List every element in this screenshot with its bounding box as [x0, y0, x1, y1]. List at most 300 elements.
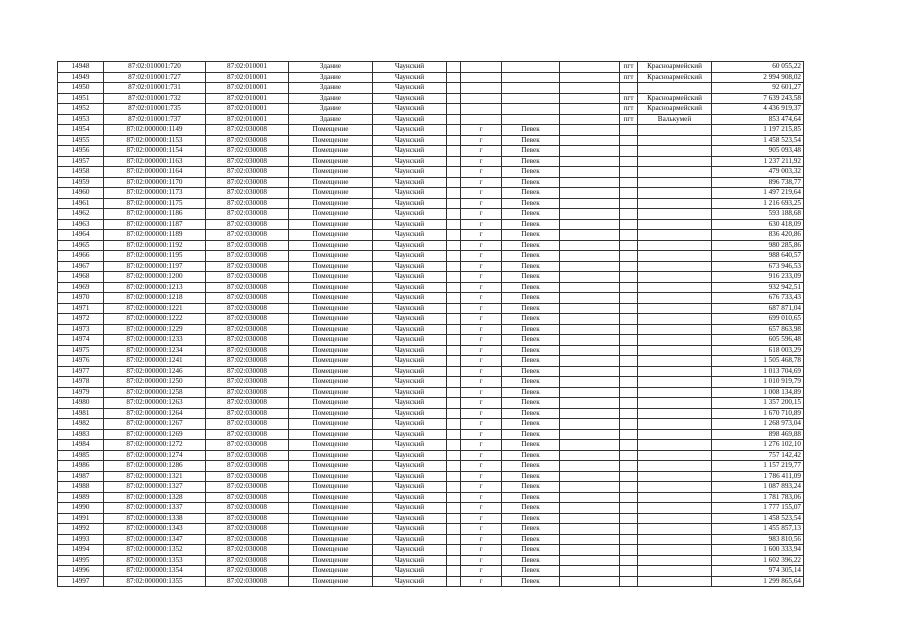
cadastral-block: 87:02:030008 — [206, 335, 289, 346]
settlement-name — [502, 104, 560, 115]
cadastral-value: 1 087 893,24 — [712, 482, 804, 493]
cadastral-block: 87:02:030008 — [206, 146, 289, 157]
empty-cell — [560, 125, 620, 136]
district: Чаунский — [373, 177, 447, 188]
empty-cell — [447, 335, 461, 346]
empty-cell — [560, 450, 620, 461]
row-number: 14982 — [58, 419, 104, 430]
table-row — [58, 345, 804, 356]
settlement-type — [461, 62, 502, 73]
cadastral-value: 1 777 155,07 — [712, 503, 804, 514]
cadastral-value: 898 469,88 — [712, 429, 804, 440]
locality-type — [620, 524, 638, 535]
row-number: 14967 — [58, 261, 104, 272]
locality-name — [638, 356, 712, 367]
object-type: Помещение — [289, 576, 373, 587]
cadastral-value: 1 216 693,25 — [712, 198, 804, 209]
cadastral-number: 87:02:000000:1213 — [104, 282, 206, 293]
cadastral-number: 87:02:000000:1164 — [104, 167, 206, 178]
district: Чаунский — [373, 419, 447, 430]
cadastral-value: 618 003,29 — [712, 345, 804, 356]
locality-type — [620, 503, 638, 514]
empty-cell — [560, 503, 620, 514]
empty-cell — [447, 104, 461, 115]
settlement-type: г — [461, 198, 502, 209]
empty-cell — [560, 419, 620, 430]
locality-type — [620, 188, 638, 199]
district: Чаунский — [373, 503, 447, 514]
district: Чаунский — [373, 492, 447, 503]
locality-name — [638, 461, 712, 472]
settlement-name: Певек — [502, 513, 560, 524]
cadastral-block: 87:02:030008 — [206, 566, 289, 577]
settlement-name: Певек — [502, 251, 560, 262]
cadastral-value: 983 810,56 — [712, 534, 804, 545]
district: Чаунский — [373, 461, 447, 472]
cadastral-value: 673 946,53 — [712, 261, 804, 272]
settlement-type: г — [461, 314, 502, 325]
settlement-name: Певек — [502, 188, 560, 199]
cadastral-value: 630 418,09 — [712, 219, 804, 230]
settlement-type: г — [461, 482, 502, 493]
cadastral-block: 87:02:030008 — [206, 576, 289, 587]
object-type: Здание — [289, 114, 373, 125]
cadastral-number: 87:02:000000:1258 — [104, 387, 206, 398]
empty-cell — [560, 209, 620, 220]
row-number: 14956 — [58, 146, 104, 157]
settlement-type: г — [461, 251, 502, 262]
cadastral-number: 87:02:000000:1195 — [104, 251, 206, 262]
settlement-type: г — [461, 324, 502, 335]
empty-cell — [447, 461, 461, 472]
empty-cell — [447, 398, 461, 409]
settlement-name: Певек — [502, 167, 560, 178]
locality-type — [620, 345, 638, 356]
locality-name — [638, 534, 712, 545]
cadastral-block: 87:02:030008 — [206, 492, 289, 503]
locality-name — [638, 387, 712, 398]
locality-type — [620, 167, 638, 178]
settlement-name: Певек — [502, 345, 560, 356]
locality-type — [620, 492, 638, 503]
locality-type — [620, 282, 638, 293]
locality-name — [638, 471, 712, 482]
cadastral-number: 87:02:000000:1200 — [104, 272, 206, 283]
cadastral-value: 605 596,48 — [712, 335, 804, 346]
empty-cell — [447, 545, 461, 556]
locality-name — [638, 188, 712, 199]
row-number: 14974 — [58, 335, 104, 346]
object-type: Помещение — [289, 156, 373, 167]
cadastral-number: 87:02:000000:1221 — [104, 303, 206, 314]
district: Чаунский — [373, 251, 447, 262]
row-number: 14993 — [58, 534, 104, 545]
locality-type — [620, 387, 638, 398]
settlement-name: Певек — [502, 209, 560, 220]
empty-cell — [560, 230, 620, 241]
cadastral-number: 87:02:000000:1233 — [104, 335, 206, 346]
table-row — [58, 114, 804, 125]
cadastral-block: 87:02:030008 — [206, 125, 289, 136]
empty-cell — [447, 555, 461, 566]
settlement-type: г — [461, 156, 502, 167]
cadastral-value: 1 600 333,94 — [712, 545, 804, 556]
object-type: Помещение — [289, 555, 373, 566]
row-number: 14965 — [58, 240, 104, 251]
cadastral-block: 87:02:030008 — [206, 387, 289, 398]
locality-type — [620, 419, 638, 430]
settlement-name: Певек — [502, 198, 560, 209]
empty-cell — [560, 114, 620, 125]
cadastral-value: 1 670 710,89 — [712, 408, 804, 419]
locality-name — [638, 345, 712, 356]
cadastral-block: 87:02:030008 — [206, 534, 289, 545]
cadastral-number: 87:02:000000:1327 — [104, 482, 206, 493]
cadastral-value: 699 010,65 — [712, 314, 804, 325]
empty-cell — [447, 93, 461, 104]
object-type: Помещение — [289, 366, 373, 377]
row-number: 14988 — [58, 482, 104, 493]
cadastral-value: 1 497 219,64 — [712, 188, 804, 199]
locality-type — [620, 461, 638, 472]
district: Чаунский — [373, 377, 447, 388]
cadastral-value: 1 505 468,78 — [712, 356, 804, 367]
table-row — [58, 461, 804, 472]
cadastral-number: 87:02:000000:1286 — [104, 461, 206, 472]
cadastral-value: 479 003,32 — [712, 167, 804, 178]
table-body — [58, 62, 804, 587]
locality-name — [638, 209, 712, 220]
table-row — [58, 398, 804, 409]
locality-type — [620, 303, 638, 314]
cadastral-number: 87:02:000000:1274 — [104, 450, 206, 461]
row-number: 14986 — [58, 461, 104, 472]
cadastral-number: 87:02:000000:1328 — [104, 492, 206, 503]
empty-cell — [447, 387, 461, 398]
settlement-name: Певек — [502, 230, 560, 241]
locality-type — [620, 513, 638, 524]
table-row — [58, 104, 804, 115]
empty-cell — [447, 566, 461, 577]
cadastral-block: 87:02:030008 — [206, 366, 289, 377]
settlement-name: Певек — [502, 125, 560, 136]
table-row — [58, 261, 804, 272]
cadastral-block: 87:02:030008 — [206, 209, 289, 220]
table-row — [58, 387, 804, 398]
settlement-type: г — [461, 387, 502, 398]
empty-cell — [447, 471, 461, 482]
settlement-type: г — [461, 219, 502, 230]
cadastral-block: 87:02:030008 — [206, 135, 289, 146]
empty-cell — [447, 167, 461, 178]
settlement-name: Певек — [502, 482, 560, 493]
cadastral-number: 87:02:000000:1192 — [104, 240, 206, 251]
empty-cell — [447, 408, 461, 419]
empty-cell — [447, 177, 461, 188]
cadastral-value: 1 276 102,10 — [712, 440, 804, 451]
row-number: 14954 — [58, 125, 104, 136]
district: Чаунский — [373, 482, 447, 493]
cadastral-block: 87:02:030008 — [206, 219, 289, 230]
district: Чаунский — [373, 219, 447, 230]
locality-name — [638, 303, 712, 314]
table-row — [58, 125, 804, 136]
district: Чаунский — [373, 356, 447, 367]
district: Чаунский — [373, 450, 447, 461]
empty-cell — [447, 450, 461, 461]
locality-type — [620, 440, 638, 451]
district: Чаунский — [373, 440, 447, 451]
row-number: 14990 — [58, 503, 104, 514]
empty-cell — [560, 492, 620, 503]
cadastral-number: 87:02:000000:1149 — [104, 125, 206, 136]
empty-cell — [560, 83, 620, 94]
settlement-type: г — [461, 167, 502, 178]
row-number: 14984 — [58, 440, 104, 451]
settlement-type: г — [461, 513, 502, 524]
empty-cell — [447, 209, 461, 220]
cadastral-value: 1 786 411,09 — [712, 471, 804, 482]
empty-cell — [560, 251, 620, 262]
cadastral-number: 87:02:000000:1154 — [104, 146, 206, 157]
district: Чаунский — [373, 429, 447, 440]
settlement-name: Певек — [502, 545, 560, 556]
empty-cell — [560, 366, 620, 377]
settlement-name — [502, 62, 560, 73]
settlement-name: Певек — [502, 461, 560, 472]
locality-name — [638, 198, 712, 209]
locality-name — [638, 377, 712, 388]
settlement-name — [502, 83, 560, 94]
locality-type — [620, 135, 638, 146]
empty-cell — [560, 461, 620, 472]
empty-cell — [560, 524, 620, 535]
locality-type — [620, 450, 638, 461]
empty-cell — [447, 282, 461, 293]
district: Чаунский — [373, 146, 447, 157]
settlement-type: г — [461, 293, 502, 304]
cadastral-value: 1 458 523,54 — [712, 135, 804, 146]
settlement-name: Певек — [502, 177, 560, 188]
district: Чаунский — [373, 188, 447, 199]
locality-name — [638, 429, 712, 440]
cadastral-value: 1 357 200,15 — [712, 398, 804, 409]
cadastral-value: 1 013 704,69 — [712, 366, 804, 377]
cadastral-block: 87:02:030008 — [206, 450, 289, 461]
locality-type — [620, 83, 638, 94]
object-type: Здание — [289, 83, 373, 94]
settlement-name: Певек — [502, 135, 560, 146]
table-row — [58, 324, 804, 335]
object-type: Помещение — [289, 177, 373, 188]
object-type: Помещение — [289, 377, 373, 388]
locality-type — [620, 534, 638, 545]
table-row — [58, 429, 804, 440]
settlement-name: Певек — [502, 408, 560, 419]
row-number: 14962 — [58, 209, 104, 220]
settlement-type: г — [461, 282, 502, 293]
cadastral-value: 1 299 865,64 — [712, 576, 804, 587]
locality-type — [620, 566, 638, 577]
object-type: Помещение — [289, 146, 373, 157]
empty-cell — [447, 251, 461, 262]
locality-name — [638, 83, 712, 94]
cadastral-value: 1 157 219,77 — [712, 461, 804, 472]
cadastral-block: 87:02:030008 — [206, 408, 289, 419]
cadastral-number: 87:02:000000:1234 — [104, 345, 206, 356]
empty-cell — [560, 62, 620, 73]
locality-name — [638, 545, 712, 556]
locality-type: пгт — [620, 93, 638, 104]
district: Чаунский — [373, 167, 447, 178]
row-number: 14985 — [58, 450, 104, 461]
cadastral-value: 1 602 396,22 — [712, 555, 804, 566]
cadastral-block: 87:02:030008 — [206, 230, 289, 241]
locality-name — [638, 261, 712, 272]
empty-cell — [560, 534, 620, 545]
settlement-name — [502, 93, 560, 104]
cadastral-number: 87:02:000000:1163 — [104, 156, 206, 167]
cadastral-number: 87:02:000000:1222 — [104, 314, 206, 325]
district: Чаунский — [373, 408, 447, 419]
district: Чаунский — [373, 566, 447, 577]
cadastral-value: 836 420,86 — [712, 230, 804, 241]
row-number: 14983 — [58, 429, 104, 440]
cadastral-block: 87:02:030008 — [206, 198, 289, 209]
table-row — [58, 230, 804, 241]
empty-cell — [560, 93, 620, 104]
empty-cell — [447, 492, 461, 503]
empty-cell — [447, 272, 461, 283]
cadastral-block: 87:02:030008 — [206, 398, 289, 409]
cadastral-block: 87:02:030008 — [206, 272, 289, 283]
settlement-type: г — [461, 440, 502, 451]
empty-cell — [447, 377, 461, 388]
cadastral-value: 916 233,09 — [712, 272, 804, 283]
district: Чаунский — [373, 555, 447, 566]
cadastral-block: 87:02:030008 — [206, 555, 289, 566]
table-row — [58, 419, 804, 430]
cadastral-value: 1 237 211,92 — [712, 156, 804, 167]
locality-type — [620, 576, 638, 587]
row-number: 14953 — [58, 114, 104, 125]
row-number: 14992 — [58, 524, 104, 535]
empty-cell — [560, 188, 620, 199]
cadastral-value: 1 010 919,79 — [712, 377, 804, 388]
empty-cell — [560, 324, 620, 335]
locality-name — [638, 566, 712, 577]
empty-cell — [560, 272, 620, 283]
empty-cell — [447, 429, 461, 440]
cadastral-block: 87:02:030008 — [206, 167, 289, 178]
district: Чаунский — [373, 62, 447, 73]
district: Чаунский — [373, 104, 447, 115]
locality-type — [620, 156, 638, 167]
district: Чаунский — [373, 345, 447, 356]
cadastral-number: 87:02:000000:1347 — [104, 534, 206, 545]
locality-type — [620, 314, 638, 325]
table-row — [58, 146, 804, 157]
locality-name — [638, 450, 712, 461]
locality-type: пгт — [620, 62, 638, 73]
cadastral-number: 87:02:000000:1354 — [104, 566, 206, 577]
cadastral-block: 87:02:030008 — [206, 345, 289, 356]
settlement-type: г — [461, 429, 502, 440]
object-type: Помещение — [289, 419, 373, 430]
settlement-type: г — [461, 188, 502, 199]
locality-type — [620, 219, 638, 230]
row-number: 14978 — [58, 377, 104, 388]
cadastral-value: 1 458 523,54 — [712, 513, 804, 524]
cadastral-value: 988 640,57 — [712, 251, 804, 262]
locality-name — [638, 230, 712, 241]
table-row — [58, 177, 804, 188]
settlement-type: г — [461, 524, 502, 535]
object-type: Здание — [289, 104, 373, 115]
district: Чаунский — [373, 72, 447, 83]
object-type: Помещение — [289, 503, 373, 514]
object-type: Помещение — [289, 303, 373, 314]
settlement-name: Певек — [502, 419, 560, 430]
settlement-name: Певек — [502, 156, 560, 167]
district: Чаунский — [373, 240, 447, 251]
locality-type — [620, 251, 638, 262]
row-number: 14969 — [58, 282, 104, 293]
empty-cell — [560, 146, 620, 157]
locality-type — [620, 230, 638, 241]
row-number: 14996 — [58, 566, 104, 577]
locality-name — [638, 440, 712, 451]
locality-name — [638, 503, 712, 514]
table-row — [58, 72, 804, 83]
locality-name — [638, 282, 712, 293]
cadastral-value: 60 055,22 — [712, 62, 804, 73]
settlement-type: г — [461, 366, 502, 377]
empty-cell — [560, 104, 620, 115]
cadastral-number: 87:02:000000:1246 — [104, 366, 206, 377]
locality-type — [620, 471, 638, 482]
district: Чаунский — [373, 282, 447, 293]
row-number: 14949 — [58, 72, 104, 83]
district: Чаунский — [373, 366, 447, 377]
settlement-type: г — [461, 503, 502, 514]
table-row — [58, 219, 804, 230]
cadastral-value: 974 305,14 — [712, 566, 804, 577]
cadastral-block: 87:02:030008 — [206, 524, 289, 535]
settlement-name: Певек — [502, 503, 560, 514]
cadastral-number: 87:02:000000:1343 — [104, 524, 206, 535]
locality-name — [638, 324, 712, 335]
district: Чаунский — [373, 324, 447, 335]
empty-cell — [560, 177, 620, 188]
cadastral-value: 4 436 919,37 — [712, 104, 804, 115]
cadastral-number: 87:02:010001:727 — [104, 72, 206, 83]
settlement-type: г — [461, 356, 502, 367]
cadastral-number: 87:02:000000:1175 — [104, 198, 206, 209]
settlement-type: г — [461, 303, 502, 314]
empty-cell — [560, 198, 620, 209]
cadastral-block: 87:02:030008 — [206, 471, 289, 482]
settlement-name: Певек — [502, 366, 560, 377]
locality-name — [638, 314, 712, 325]
row-number: 14995 — [58, 555, 104, 566]
locality-type — [620, 177, 638, 188]
cadastral-block: 87:02:030008 — [206, 429, 289, 440]
settlement-type — [461, 104, 502, 115]
cadastral-value: 853 474,64 — [712, 114, 804, 125]
row-number: 14959 — [58, 177, 104, 188]
empty-cell — [447, 188, 461, 199]
